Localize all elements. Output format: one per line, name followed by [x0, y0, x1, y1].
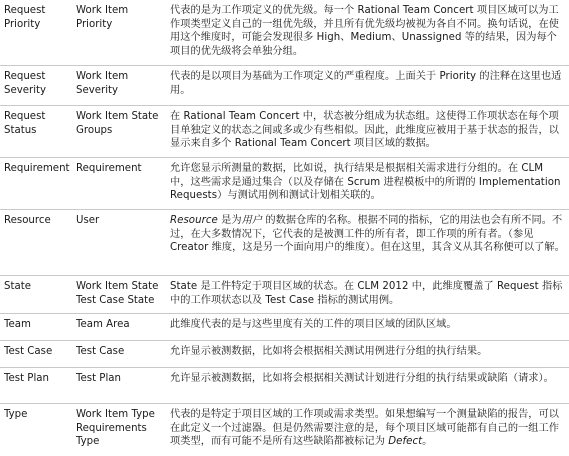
table-row	[0, 314, 569, 341]
attribute-name: Work Item State Test Case State	[76, 281, 159, 306]
dimension-description	[170, 408, 565, 449]
dimension-description	[170, 214, 565, 255]
dimension-name: Request Severity	[4, 71, 47, 96]
dimension-description: 允许显示被测数据，比如将会根据相关测试用例进行分组的执行结果。	[170, 346, 488, 357]
attribute-name: Work Item State Groups	[76, 111, 159, 136]
table-row	[0, 368, 569, 404]
attribute-name: Work Item Priority	[76, 5, 129, 30]
dimension-description: 允许显示被测数据，比如将会根据相关测试计划进行分组的执行结果或缺陷（请求）。	[170, 373, 554, 384]
description-text: 。	[422, 436, 433, 448]
attribute-name: Team Area	[76, 319, 130, 330]
table-row	[0, 0, 569, 66]
dimension-name: Request Status	[4, 111, 46, 136]
dimension-name: Type	[4, 409, 28, 420]
dimension-description: 允许您显示所测量的数据，比如说，执行结果是根据相关需求进行分组的。在 CLM 中，这些需求是通过集合（以及存储在 Scrum 进程模板中的所谓的 Implementation Requests）与测试用例和测试计划相关联的。	[170, 163, 561, 202]
dimension-description: 代表的是以项目为基础为工作项定义的严重程度。上面关于 Priority 的注释在这里也适用。	[170, 71, 562, 96]
dimension-description: 此维度代表的是与这些里度有关的工件的项目区域的团队区域。	[170, 319, 457, 330]
user-term: 用户	[241, 215, 263, 226]
description-text: 是为	[217, 215, 242, 226]
attribute-name: Requirement	[76, 163, 142, 174]
attribute-name: Test Case	[76, 346, 125, 357]
table-row	[0, 341, 569, 368]
description-text: 的数据仓库的名称。根据不同的指标，它的用法也会有所不同。不过，在大多数情况下，它代表的是被测工件的所有者，即工作项的所有者。（参见 Creator 维度，这是另一个面向用户的维度）。但在这里，其含义从其名称便可以了解。	[170, 215, 565, 254]
resource-term: Resource	[170, 215, 218, 226]
table-row	[0, 106, 569, 158]
dimension-name: Test Case	[4, 346, 53, 357]
dimension-name: Test Plan	[4, 373, 49, 384]
attribute-name: Work Item Severity	[76, 71, 129, 96]
attribute-name: Test Plan	[76, 373, 121, 384]
dimension-description: State 是工件特定于项目区域的状态。在 CLM 2012 中，此维度覆盖了 Request 指标中的工作项状态以及 Test Case 指标的测试用例。	[170, 281, 563, 306]
dimension-name: Requirement	[4, 163, 70, 174]
table-row	[0, 66, 569, 106]
dimension-description: 在 Rational Team Concert 中，状态被分组成为状态组。这使得工作项状态在每个项目单独定义的状态之间或多或少有些相似。因此，此维度应被用于基于状态的报告，以显示来自多个 Rational Team Concert 项目区域的数据。	[170, 111, 560, 150]
attribute-name: User	[76, 215, 100, 226]
table-row	[0, 210, 569, 276]
description-text: 代表的是特定于项目区域的工作项或需求类型。如果想编写一个测量缺陷的报告，可以在此定义一个过滤器。但是仍然需要注意的是，每个项目区域可能都有自己的一组工作项类型，而有可能不是所有这些缺陷都被标记为	[170, 409, 560, 448]
table-row	[0, 158, 569, 210]
dimension-name: Team	[4, 319, 31, 330]
table-row	[0, 276, 569, 314]
dimension-name: Request Priority	[4, 5, 46, 30]
dimension-name: State	[4, 281, 31, 292]
dimension-name: Resource	[4, 215, 51, 226]
defect-term: Defect	[388, 436, 423, 448]
table-row	[0, 404, 569, 456]
dimension-description: 代表的是为工作项定义的优先级。每一个 Rational Team Concert 项目区域可以为工作项类型定义自己的一组优先级，并且所有优先级均被视为各自不同。换句话说，在使用这个维度时，可能会发现很多 High、Medium、Unassigned 等的结果，因为每个项目的优先级将会单独分组。	[170, 5, 560, 57]
attribute-name: Work Item Type Requirements Type	[76, 409, 155, 448]
